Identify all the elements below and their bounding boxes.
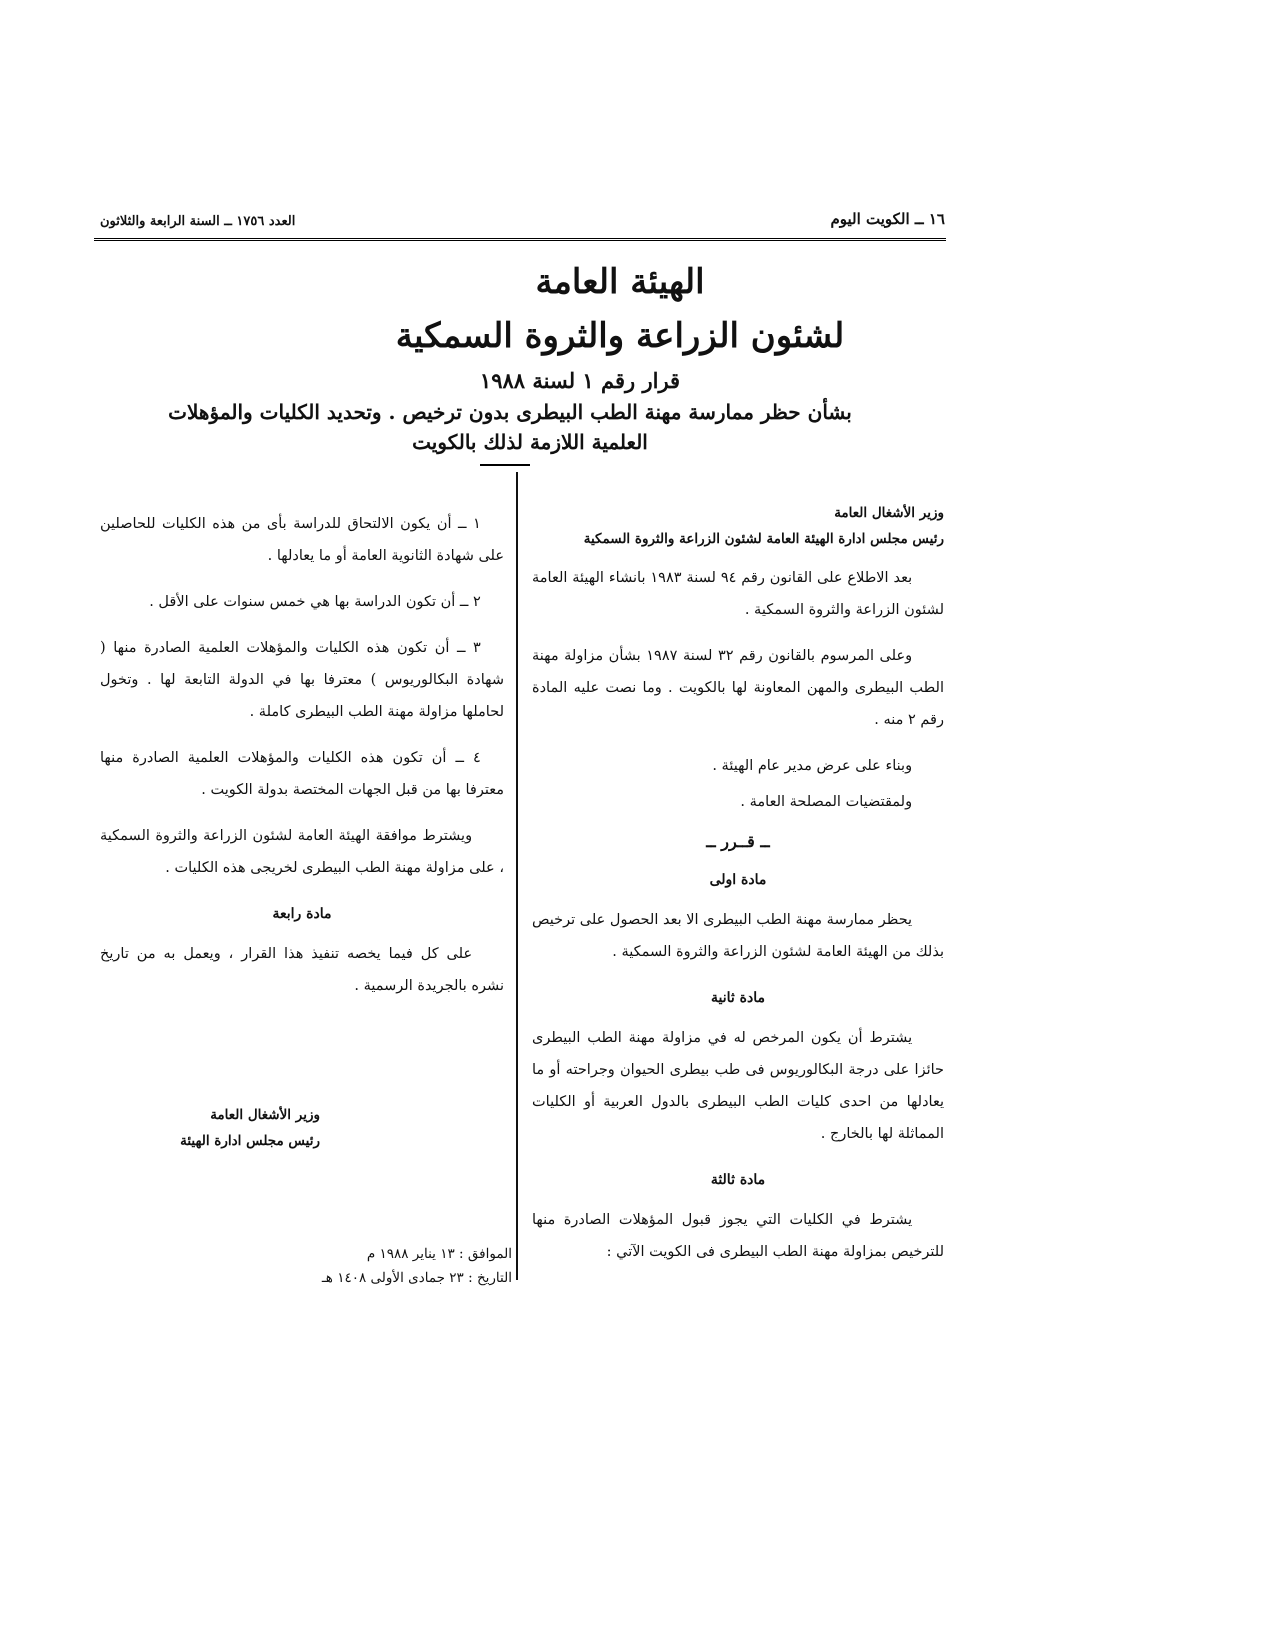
hijri-date: التاريخ : ٢٣ جمادى الأولى ١٤٠٨ هـ — [321, 1270, 512, 1286]
date-block — [300, 1242, 512, 1290]
article-heading: مادة ثانية — [711, 990, 765, 1006]
authority-title: الهيئة العامة — [535, 262, 705, 302]
title-divider — [480, 464, 530, 466]
issuer-title: وزير الأشغال العامة — [834, 505, 944, 521]
signatory-title: وزير الأشغال العامة — [210, 1107, 320, 1123]
article-text: يشترط أن يكون المرخص له في مزاولة مهنة الطب البيطرى حائزا على درجة البكالوريوس فى طب بيطرى الحيوان وجراحته أو ما يعادلها من احدى كليات الطب البيطرى بالدول العربية أو الكليات المماثلة لها بالخارج . — [532, 1030, 944, 1142]
article-heading: مادة ثالثة — [710, 1172, 766, 1188]
decree-subject-line1: بشأن حظر ممارسة مهنة الطب البيطرى بدون ترخيص . وتحديد الكليات والمؤهلات — [168, 400, 852, 424]
preamble-paragraph: وعلى المرسوم بالقانون رقم ٣٢ لسنة ١٩٨٧ بشأن مزاولة مهنة الطب البيطرى والمهن المعاونة لها بالكويت . وما نصت عليه المادة رقم ٢ منه . — [532, 648, 944, 728]
decided-heading: ــ قــرر ــ — [706, 832, 770, 851]
article-heading: مادة رابعة — [272, 906, 332, 922]
approval-paragraph: ويشترط موافقة الهيئة العامة لشئون الزراعة والثروة السمكية ، على مزاولة مهنة الطب البيطرى لخريجى هذه الكليات . — [100, 828, 504, 876]
article-text: يحظر ممارسة مهنة الطب البيطرى الا بعد الحصول على ترخيص بذلك من الهيئة العامة لشئون الزراعة والثروة السمكية . — [532, 912, 944, 960]
preamble-paragraph: وبناء على عرض مدير عام الهيئة . — [712, 758, 913, 774]
article-text: يشترط في الكليات التي يجوز قبول المؤهلات الصادرة منها للترخيص بمزاولة مهنة الطب البيطرى فى الكويت الآتي : — [532, 1212, 944, 1260]
right-column — [532, 500, 944, 1282]
left-column — [100, 508, 504, 1016]
preamble-paragraph: بعد الاطلاع على القانون رقم ٩٤ لسنة ١٩٨٣ بانشاء الهيئة العامة لشئون الزراعة والثروة السمكية . — [532, 570, 944, 618]
decree-number: قرار رقم ١ لسنة ١٩٨٨ — [479, 368, 681, 393]
article-text: على كل فيما يخصه تنفيذ هذا القرار ، ويعمل به من تاريخ نشره بالجريدة الرسمية . — [100, 946, 504, 994]
decree-subject-line2: العلمية اللازمة لذلك بالكويت — [412, 430, 648, 454]
condition-item: ٢ ــ أن تكون الدراسة بها هي خمس سنوات على الأقل . — [149, 594, 481, 610]
column-divider — [516, 472, 518, 1280]
page-reference: ١٦ ــ الكويت اليوم — [830, 210, 945, 228]
preamble-paragraph: ولمقتضيات المصلحة العامة . — [740, 794, 913, 810]
authority-subtitle: لشئون الزراعة والثروة السمكية — [395, 316, 845, 356]
condition-item: ١ ــ أن يكون الالتحاق للدراسة بأى من هذه الكليات للحاصلين على شهادة الثانوية العامة أو ما يعادلها . — [100, 516, 504, 564]
signature-block — [100, 1102, 320, 1154]
signatory-position: رئيس مجلس ادارة الهيئة — [180, 1133, 320, 1149]
gregorian-date: الموافق : ١٣ يناير ١٩٨٨ م — [366, 1246, 512, 1262]
issuer-position: رئيس مجلس ادارة الهيئة العامة لشئون الزراعة والثروة السمكية — [583, 531, 944, 547]
header-rule — [94, 238, 946, 241]
issue-reference: العدد ١٧٥٦ ــ السنة الرابعة والثلاثون — [100, 214, 296, 229]
article-heading: مادة اولى — [709, 872, 767, 888]
condition-item: ٤ ــ أن تكون هذه الكليات والمؤهلات العلمية الصادرة منها معترفا بها من قبل الجهات المختصة بدولة الكويت . — [100, 750, 504, 798]
condition-item: ٣ ــ أن تكون هذه الكليات والمؤهلات العلمية الصادرة منها ( شهادة البكالوريوس ) معترفا بها في الدولة التابعة لها . وتخول لحاملها مزاولة مهنة الطب البيطرى كاملة . — [100, 640, 504, 720]
